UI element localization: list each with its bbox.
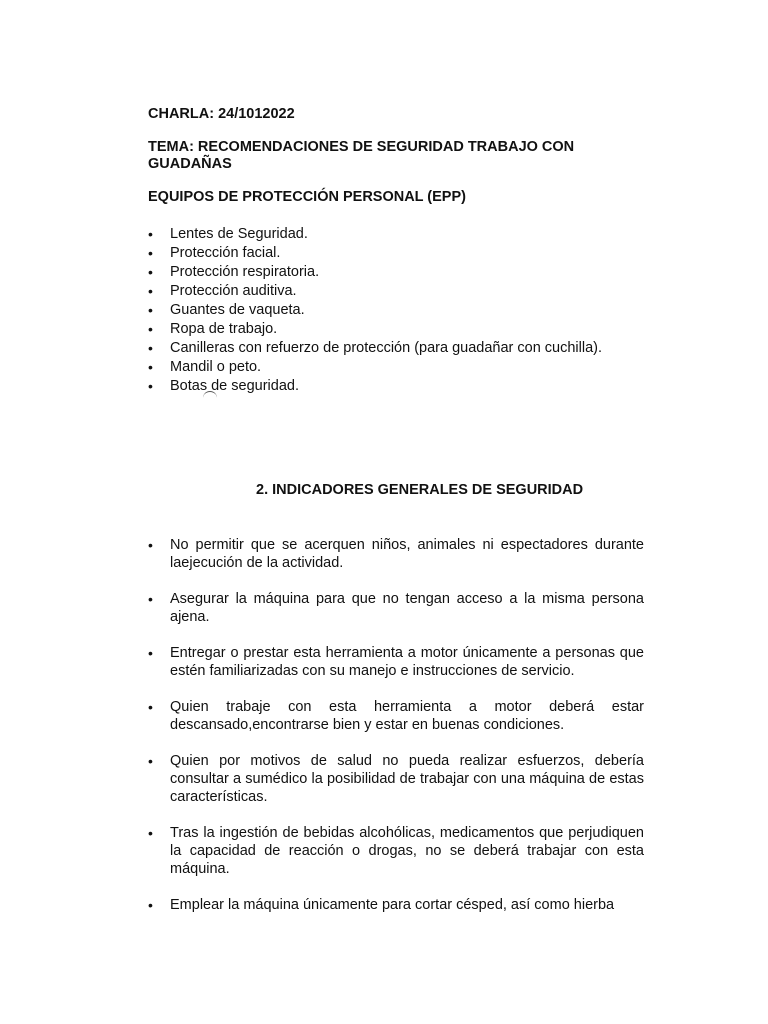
list-item [148,752,644,806]
list-item-text: Botas de seguridad. [170,378,299,394]
bullet-icon: • [148,645,153,661]
bullet-icon: • [148,264,153,280]
tema-title-line-1: TEMA: RECOMENDACIONES DE SEGURIDAD TRABAJO CON [148,139,575,155]
list-item [148,225,602,244]
list-item [148,282,602,301]
list-item [148,377,602,396]
list-item-text: Ropa de trabajo. [170,321,278,337]
bullet-icon: • [148,321,153,337]
bullet-icon: • [148,245,153,261]
list-item-text: Canilleras con refuerzo de protección (para guadañar con cuchilla). [170,340,603,356]
charla-date: CHARLA: 24/1012022 [148,106,295,122]
bullet-icon: • [148,753,153,769]
list-item [148,896,644,914]
list-item-text: Lentes de Seguridad. [170,226,308,242]
list-item-text: Mandil o peto. [170,359,262,375]
bullet-icon: • [148,897,153,913]
list-item [148,320,602,339]
bullet-icon: • [148,591,153,607]
list-item-text: Guantes de vaqueta. [170,302,305,318]
bullet-icon: • [148,302,153,318]
list-item-text: Protección auditiva. [170,283,297,299]
list-item-text: No permitir que se acerquen niños, animales ni espectadores durante laejecución de la actividad. [170,537,644,571]
bullet-icon: • [148,537,153,553]
list-item [148,301,602,320]
bullet-icon: • [148,699,153,715]
bullet-icon: • [148,359,153,375]
tema-title-line-2: GUADAÑAS [148,156,232,172]
epp-list [148,225,602,396]
bullet-icon: • [148,226,153,242]
list-item-text: Tras la ingestión de bebidas alcohólicas, medicamentos que perjudiquen la capacidad de reacción o drogas, no se deberá trabajar con esta máquina. [170,825,644,877]
list-item-text: Quien trabaje con esta herramienta a motor deberá estar descansado,encontrarse bien y estar en buenas condiciones. [170,699,644,733]
bullet-icon: • [148,340,153,356]
list-item [148,824,644,878]
list-item-text: Entregar o prestar esta herramienta a motor únicamente a personas que estén familiarizadas con su manejo e instrucciones de servicio. [170,645,644,679]
epp-section-title: EQUIPOS DE PROTECCIÓN PERSONAL (EPP) [148,189,466,205]
list-item [148,339,602,358]
section-2-title: 2. INDICADORES GENERALES DE SEGURIDAD [256,482,584,498]
indicadores-list [148,536,644,932]
list-item [148,698,644,734]
bullet-icon: • [148,825,153,841]
list-item [148,263,602,282]
list-item-text: Protección respiratoria. [170,264,320,280]
list-item [148,358,602,377]
list-item [148,590,644,626]
list-item [148,244,602,263]
list-item-text: Quien por motivos de salud no pueda realizar esfuerzos, debería consultar a sumédico la posibilidad de trabajar con una máquina de estas características. [170,753,644,805]
bullet-icon: • [148,378,153,394]
list-item-text: Emplear la máquina únicamente para cortar césped, así como hierba [170,897,615,913]
list-item [148,536,644,572]
stray-pen-mark [203,391,217,398]
list-item-text: Asegurar la máquina para que no tengan acceso a la misma persona ajena. [170,591,644,625]
list-item-text: Protección facial. [170,245,281,261]
bullet-icon: • [148,283,153,299]
list-item [148,644,644,680]
